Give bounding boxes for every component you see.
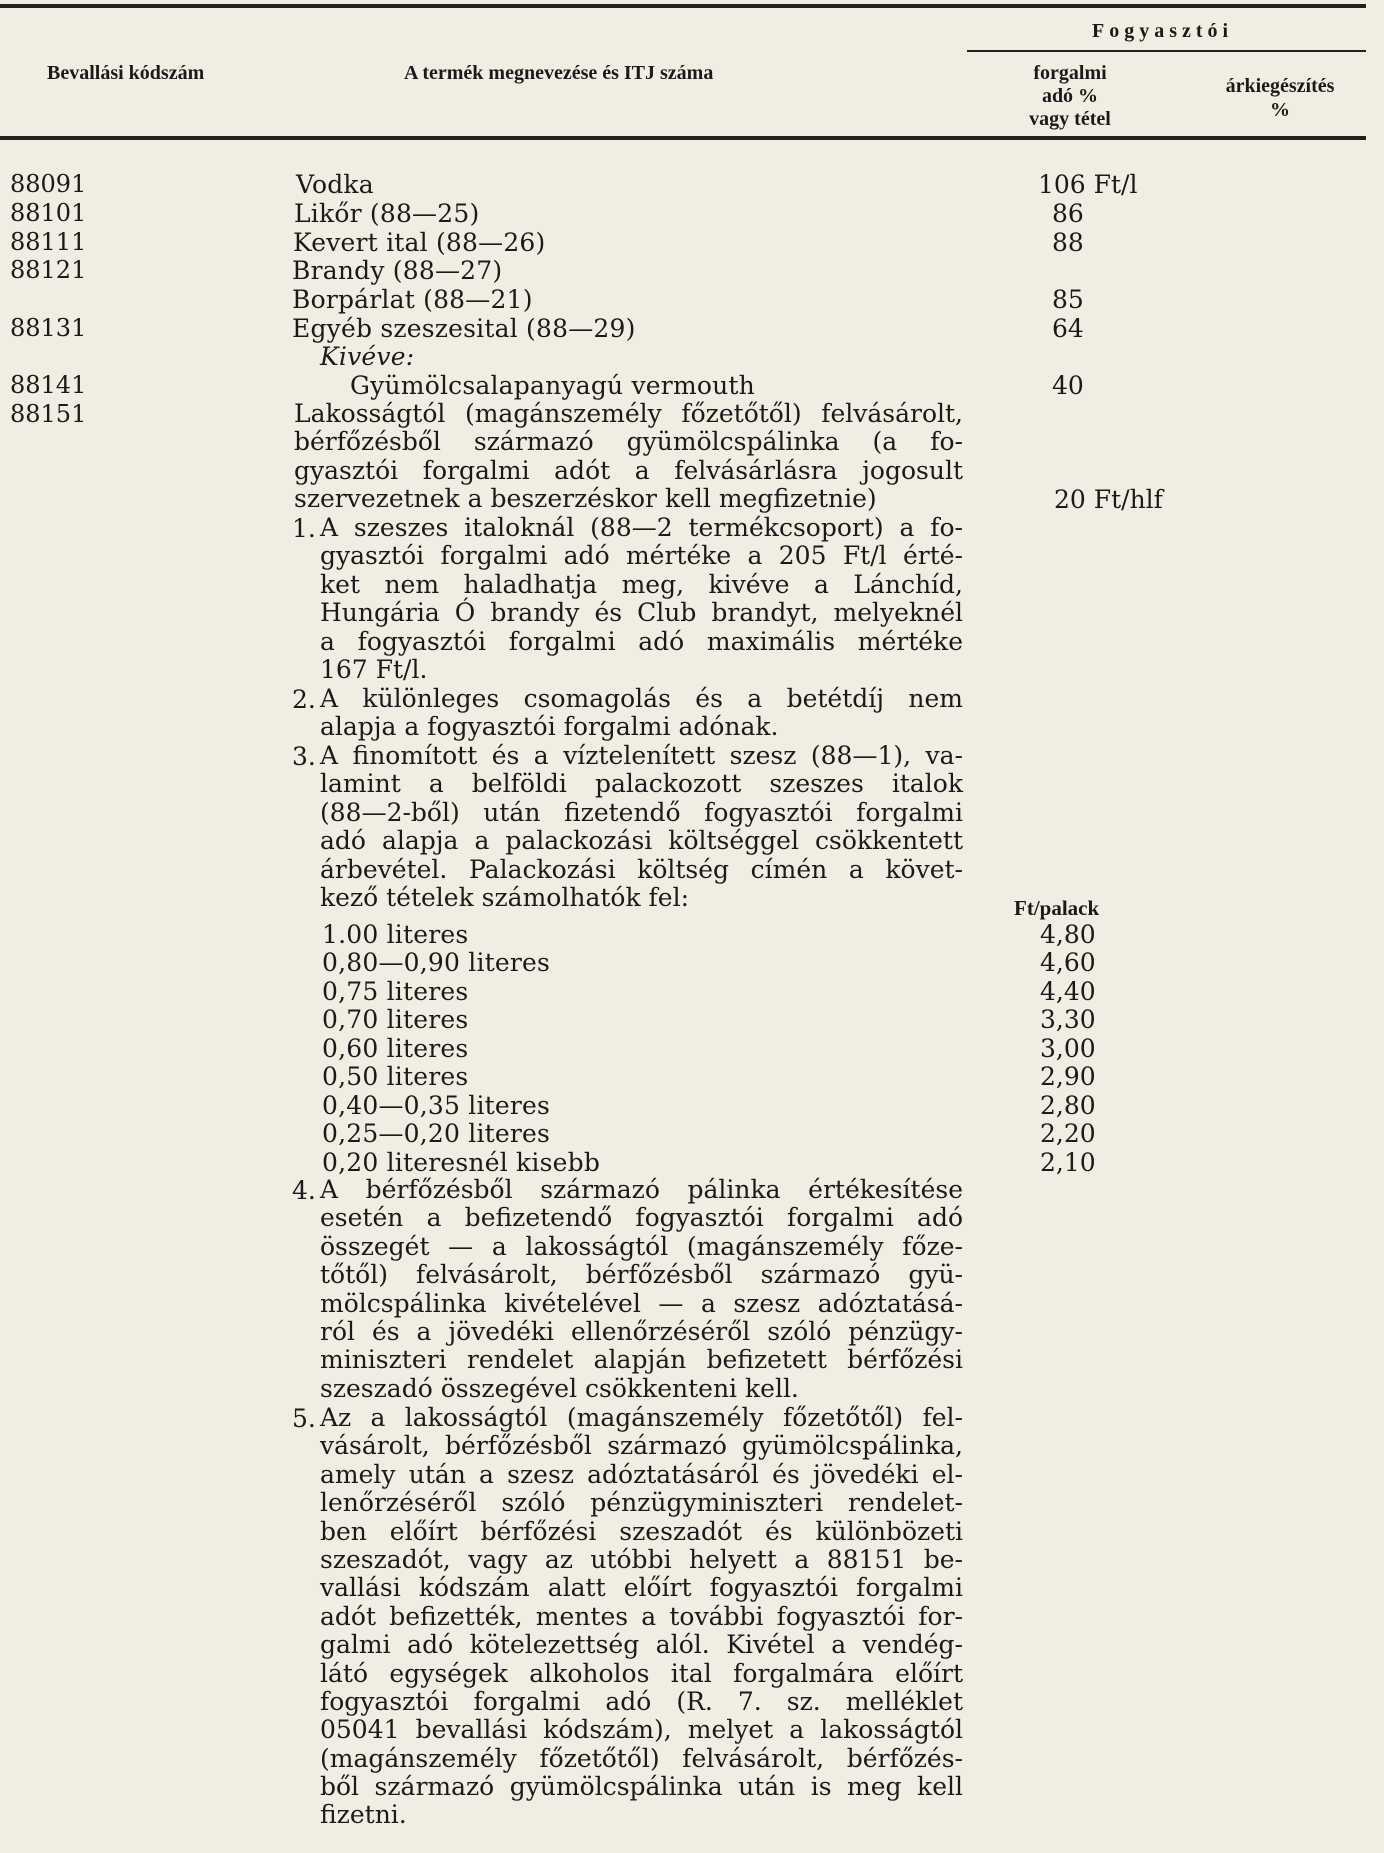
text-line: ról és a jövedéki ellenőrzéséről szóló pénzügy-	[320, 1316, 963, 1346]
text-line: gyasztói forgalmi adót a felvásárlásra jogosult	[294, 455, 963, 485]
note-number: 5.	[292, 1404, 316, 1433]
header-tax	[1000, 62, 1140, 131]
table-row	[0, 256, 1384, 285]
note-number: 2.	[292, 685, 316, 714]
text-line: adó alapja a palackozási költséggel csökkentett	[320, 826, 963, 856]
note-4-text	[320, 1176, 963, 1403]
item-value: 2,90	[1040, 1062, 1096, 1091]
text-line: tőtől) felvásárolt, bérfőzésből származó gyü-	[320, 1260, 963, 1290]
row-name: Kevert ital (88—26)	[293, 228, 546, 257]
header-tax-line1: forgalmi	[1033, 62, 1107, 84]
item-value: 3,30	[1040, 1005, 1096, 1034]
text-line: ből származó gyümölcspálinka után is meg kell	[320, 1772, 963, 1802]
item-value: 4,40	[1040, 977, 1096, 1006]
item-size: 0,60 literes	[322, 1034, 469, 1063]
list-item	[0, 1119, 1384, 1148]
item-value: 3,00	[1040, 1034, 1096, 1063]
header-tax-line3: vagy tétel	[1029, 108, 1111, 130]
header-tax-line2: adó %	[1041, 85, 1099, 107]
text-line: A bérfőzésből származó pálinka értékesítése	[320, 1175, 963, 1204]
top-rule	[0, 4, 1366, 8]
note-2-text	[320, 685, 963, 742]
text-line: lamint a belföldi palackozott szeszes italok	[320, 769, 963, 799]
note-3-text	[320, 742, 963, 912]
text-line: galmi adó kötelezettség alól. Kivétel a vendég-	[320, 1630, 963, 1660]
text-line: látó egységek alkoholos ital forgalmára előírt	[320, 1658, 963, 1688]
header-price-line2: %	[1270, 99, 1290, 121]
item-value: 2,10	[1040, 1148, 1096, 1177]
item-size: 0,50 literes	[322, 1062, 469, 1091]
text-line: ben előírt bérfőzési szeszadót és különbözeti	[320, 1516, 963, 1546]
table-row	[0, 342, 1384, 371]
item-size: 0,40—0,35 literes	[322, 1091, 551, 1120]
item-size: 0,25—0,20 literes	[322, 1119, 551, 1148]
text-line: árbevétel. Palackozási költség címén a követ-	[320, 854, 963, 884]
table-row	[0, 314, 1384, 343]
row-name: Borpárlat (88—21)	[292, 285, 533, 314]
list-item	[0, 1062, 1384, 1091]
text-line: összegét — a lakosságtól (magánszemély főze-	[320, 1231, 963, 1261]
list-item	[0, 920, 1384, 949]
note-5-text	[320, 1404, 963, 1830]
row-name: Likőr (88—25)	[294, 199, 480, 228]
item-size: 0,75 literes	[322, 977, 469, 1006]
item-size: 1.00 literes	[322, 920, 469, 949]
text-line: bérfőzésből származó gyümölcspálinka (a fo-	[294, 427, 963, 457]
text-line: lenőrzéséről szóló pénzügyminiszteri rendelet-	[320, 1488, 963, 1518]
list-item	[0, 1091, 1384, 1120]
note-number: 1.	[292, 514, 316, 543]
text-line: kező tételek számolhatók fel:	[320, 882, 690, 912]
header-price-line1: árkiegészítés	[1225, 75, 1335, 97]
row-code: 88091	[10, 170, 87, 198]
row-code: 88141	[10, 371, 87, 399]
header-group: Fogyasztói	[1092, 20, 1234, 42]
text-line: Az a lakosságtól (magánszemély főzetőtől) fel-	[320, 1403, 963, 1432]
item-value: 2,20	[1040, 1119, 1096, 1148]
row-code: 88111	[10, 228, 87, 256]
text-line: ket nem haladhatja meg, kivéve a Lánchíd,	[320, 569, 963, 599]
text-line: Hungária Ó brandy és Club brandyt, melyeknél	[320, 598, 963, 628]
text-line: gyasztói forgalmi adó mértéke a 205 Ft/l érté-	[320, 541, 963, 571]
text-line: szervezetnek a beszerzéskor kell megfizetnie)	[294, 484, 877, 514]
row-88151-value: 20 Ft/hlf	[1054, 485, 1163, 514]
text-line: Lakosságtól (magánszemély főzetőtől) felvásárolt,	[294, 399, 963, 428]
row-value: 85	[1052, 285, 1084, 314]
row-value: 88	[1052, 228, 1084, 257]
list-item	[0, 1005, 1384, 1034]
item-value: 4,60	[1040, 948, 1096, 977]
text-line: szeszadó összegével csökkenteni kell.	[320, 1373, 799, 1403]
row-name: Gyümölcsalapanyagú vermouth	[350, 371, 755, 400]
table-row	[0, 228, 1384, 257]
text-line: 167 Ft/l.	[320, 654, 428, 684]
item-value: 4,80	[1040, 920, 1096, 949]
row-name: Brandy (88—27)	[292, 256, 503, 285]
note-number: 3.	[292, 742, 316, 771]
text-line: adót befizették, mentes a további fogyasztói for-	[320, 1601, 963, 1631]
row-name: Kivéve:	[320, 342, 415, 371]
item-size: 0,20 literesnél kisebb	[322, 1148, 601, 1177]
item-value: 2,80	[1040, 1091, 1096, 1120]
text-line: fogyasztói forgalmi adó (R. 7. sz. melléklet	[320, 1686, 963, 1716]
row-value: 64	[1052, 314, 1084, 343]
group-rule	[967, 50, 1366, 52]
table-row	[0, 285, 1384, 314]
row-name: Vodka	[296, 170, 374, 199]
row-value: 86	[1052, 199, 1084, 228]
header-code: Bevallási kódszám	[47, 62, 205, 84]
table-row	[0, 199, 1384, 228]
row-code: 88101	[10, 199, 87, 227]
text-line: amely után a szesz adóztatásáról és jövedéki el-	[320, 1459, 963, 1489]
row-88151-text	[294, 400, 963, 514]
row-value: 106 Ft/l	[1038, 170, 1138, 199]
text-line: (88—2-ből) után fizetendő fogyasztói forgalmi	[320, 797, 963, 827]
list-item	[0, 977, 1384, 1006]
text-line: miniszteri rendelet alapján befizetett bérfőzési	[320, 1345, 963, 1375]
row-code: 88121	[10, 256, 87, 284]
text-line: 05041 bevallási kódszám), melyet a lakosságtól	[320, 1715, 963, 1745]
header-product: A termék megnevezése és ITJ száma	[404, 62, 714, 84]
text-line: fizetni.	[320, 1800, 407, 1830]
list-item	[0, 948, 1384, 977]
unit-label: Ft/palack	[1014, 896, 1100, 920]
text-line: vásárolt, bérfőzésből származó gyümölcspálinka,	[320, 1431, 963, 1461]
note-number: 4.	[292, 1176, 316, 1205]
table-row	[0, 371, 1384, 400]
text-line: A finomított és a víztelenített szesz (88—1), va-	[320, 741, 963, 770]
item-size: 0,80—0,90 literes	[322, 948, 551, 977]
text-line: A különleges csomagolás és a betétdíj nem	[320, 684, 963, 713]
text-line: a fogyasztói forgalmi adó maximális mértéke	[320, 626, 963, 656]
list-item	[0, 1148, 1384, 1177]
text-line: vallási kódszám alatt előírt fogyasztói forgalmi	[320, 1573, 963, 1603]
header-bottom-rule	[0, 136, 1366, 140]
text-line: szeszadót, vagy az utóbbi helyett a 88151 be-	[320, 1544, 963, 1574]
text-line: (magánszemély főzetőtől) felvásárolt, bérfőzés-	[320, 1743, 963, 1773]
text-line: mölcspálinka kivételével — a szesz adóztatásá-	[320, 1288, 963, 1318]
list-item	[0, 1034, 1384, 1063]
row-value: 40	[1052, 371, 1084, 400]
row-code: 88131	[10, 314, 87, 342]
note-1-text	[320, 514, 963, 684]
text-line: alapja a fogyasztói forgalmi adónak.	[320, 712, 779, 742]
row-code: 88151	[10, 400, 87, 428]
header-price	[1200, 74, 1360, 122]
text-line: A szeszes italoknál (88—2 termékcsoport) a fo-	[320, 513, 963, 542]
text-line: esetén a befizetendő fogyasztói forgalmi adó	[320, 1203, 963, 1233]
table-row	[0, 170, 1384, 199]
row-name: Egyéb szeszesital (88—29)	[292, 314, 636, 343]
item-size: 0,70 literes	[322, 1005, 469, 1034]
